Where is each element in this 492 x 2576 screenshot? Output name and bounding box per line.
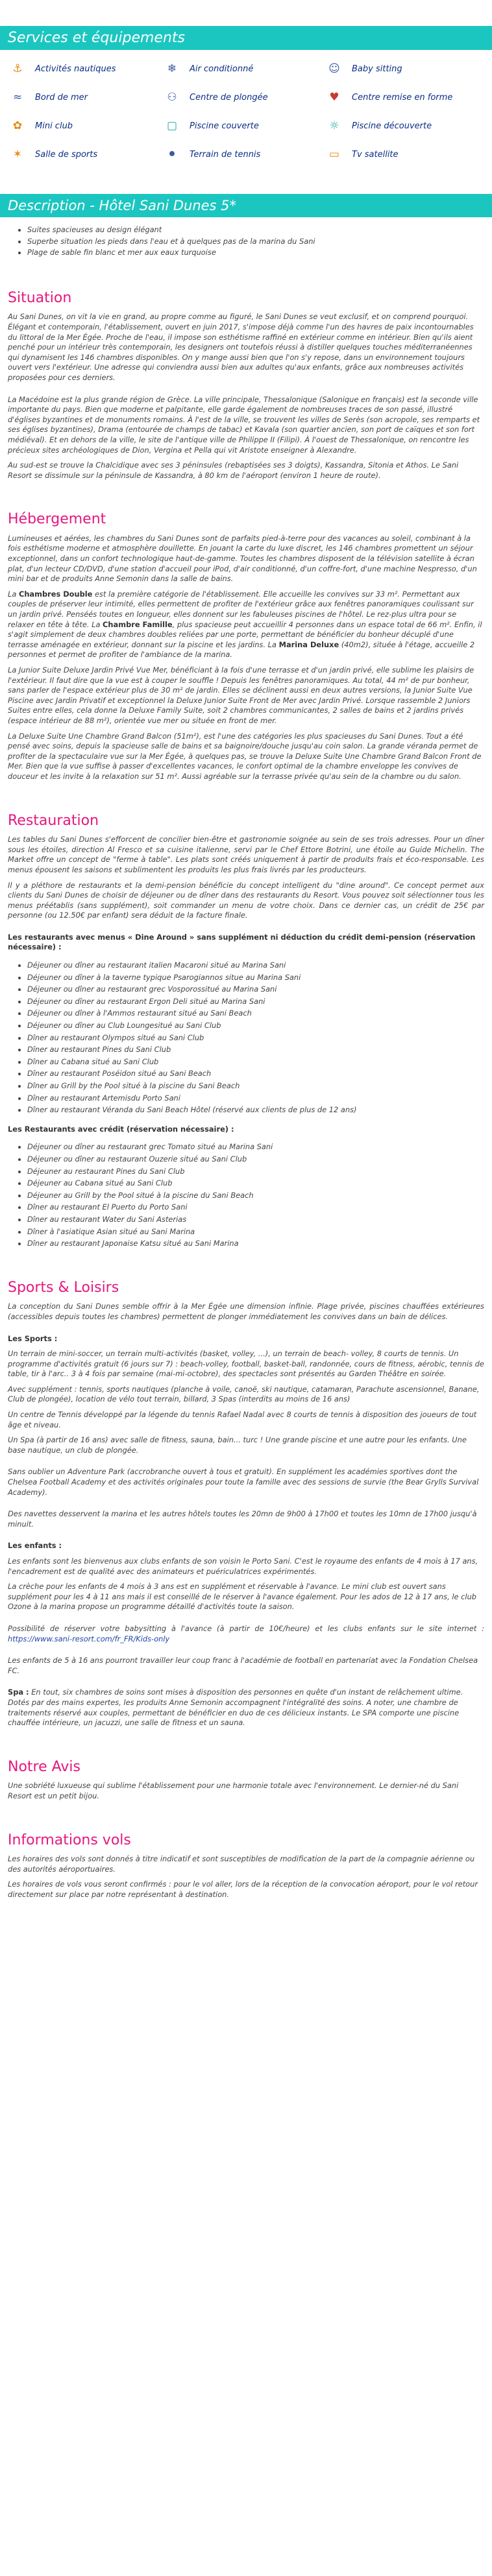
sports-p7: Des navettes desservent la marina et les autres hôtels toutes les 20mn de 9h00 à 17h00 et toutes les 10mn de 17h00 jusqu'à minuit. [8, 1509, 477, 1529]
description-bullets [27, 225, 484, 258]
eq-salle-sports [9, 145, 164, 164]
eq-tennis [164, 145, 326, 164]
hebergement-p4: La Deluxe Suite Une Chambre Grand Balcon (51m²), est l'une des catégories les plus spacieuses du Sani Dunes. Tout a été pensé avec soins, depuis la spacieuse salle de bains et sa baignoire/douche jusqu'au coin salon. La grande véranda permet de profiter de la spectaculaire vue sur la Mer Égée, à quelques pas, se trouve la Deluxe Suite Une Chambre Grand Balcon Front de Mer. Bien que la vue suffise à passer d'excellentes vacances, le confort optimal de la chambre enveloppe les convives de douceur et les invite à la relaxation sur 51 m². Aussi agréable sur la terrasse privée qu'au sein de la chambre ou du salon. [8, 731, 482, 781]
list-item: • Déjeuner ou dîner à la taverne typique Psarogiannos situe au Marina Sani [27, 973, 484, 983]
kids-only-link[interactable]: https://www.sani-resort.com/fr_FR/Kids-only [8, 1634, 170, 1643]
infos-p1: Les horaires des vols sont donnés à titre indicatif et sont susceptibles de modification de la part de la compagnie aérienne ou des autorités aéroportuaires. [8, 1854, 475, 1874]
list-item: • Déjeuner ou dîner au restaurant Ergon Deli situé au Marina Sani [27, 997, 484, 1007]
list-item: • Dîner au restaurant Poséidon situé au Sani Beach [27, 1069, 484, 1079]
equipement-label: Terrain de tennis [190, 149, 261, 160]
list-item: • Dîner au restaurant Pines du Sani Club [27, 1045, 484, 1055]
list-item: • Déjeuner ou dîner au Club Loungesitué au Sani Club [27, 1021, 484, 1031]
equipement-label: Piscine découverte [352, 121, 432, 131]
list-item: • Suites spacieuses au design élégant [27, 225, 484, 235]
restauration-p2: Il y a pléthore de restaurants et la demi-pension bénéficie du concept intelligent du "dine around". Ce concept permet aux clients du Sani Dunes de choisir de déjeuner ou de dîner dans des restaurants du Resort. Vous pouvez soit sélectionner tous les menus préétablis (sans supplément), soit commander un menu de votre choix. Dans ce dernier cas, un crédit de 25€ par personne (ou 12.50€ par enfant) sera déduit de la facture finale. [8, 880, 484, 920]
dine-around-list [27, 960, 484, 1115]
sports-p8: Les enfants sont les bienvenus aux clubs enfants de son voisin le Porto Sani. C'est le royaume des enfants de 4 mois à 17 ans, l'encadrement est de qualité avec des animateurs et puériculatrices expérimentés. [8, 1556, 478, 1576]
list-item: • Déjeuner ou dîner au restaurant grec Tomato situé au Marina Sani [27, 1142, 484, 1152]
list-item: • Dîner au restaurant Artemisdu Porto Sani [27, 1093, 484, 1104]
description-title: Description - Hôtel Sani Dunes 5* [0, 194, 492, 217]
sports-p6: Sans oublier un Adventure Park (accrobranche ouvert à tous et gratuit). En supplément les académies sportives dont the Chelsea Football Academy et des activités originales pour toute la famille avec des sessions de survie (the Bear Grylls Survival Academy). [8, 1467, 479, 1497]
equipements-title: Services et équipements [0, 26, 492, 50]
eq-piscine-couverte [164, 116, 326, 136]
equipement-label: Air conditionné [190, 64, 254, 74]
list-item: • Dîner au restaurant Olympos situé au Sani Club [27, 1033, 484, 1044]
sports-p2: Un terrain de mini-soccer, un terrain multi-activités (basket, volley, ...), un terrain de beach- volley, 8 courts de tennis. Un programme d'activités gratuit (6 jours sur 7) : beach-volley, football, basket-ball, randonnée, cours de fitness, aérobic, tennis de table, tir à l'arc.. 3 à 4 fois par semaine (mai-mi-octobre), des spectacles sont présentés au Garden Théâtre en soirée. [8, 1349, 484, 1379]
list-item: • Déjeuner au Cabana situé au Sani Club [27, 1178, 484, 1189]
hebergement-p2: La Chambres Double est la première catégorie de l'établissement. Elle accueille les convives sur 33 m². Permettant aux couples de préserver leur intimité, elles permettent de profiter de l'extérieur grâce aux fenêtres panoramiques coulissant sur un jardin privé. Penséés toutes en longueur, elles donnent sur les fabuleuses piscines de l'hôtel. Le rez-plus ultra pour se relaxer en tête à tête. La Chambre Famille, plus spacieuse peut accueillir 4 personnes dans un espace total de 66 m². Enfin, il s'agit simplement de deux chambres doubles reliées par une porte, permettant de bénéficier du bonheur décuplé d'une terrasse aménagée en extérieur, donnant sur la piscine et les jardins. La Marina Deluxe (40m2), située à l'étage, accueille 2 personnes et permet de profiter de l'ambiance de la marina. [8, 589, 482, 660]
sports-title: Sports & Loisirs [8, 1279, 119, 1296]
list-item: • Superbe situation les pieds dans l'eau et à quelques pas de la marina du Sani [27, 237, 484, 247]
list-item: • Plage de sable fin blanc et mer aux eaux turquoise [27, 248, 484, 258]
credit-heading: Les Restaurants avec crédit (réservation nécessaire) : [8, 1124, 234, 1134]
eq-tennis-icon: ⚫ [167, 148, 177, 161]
situation-p2: La Macédoine est la plus grande région de Grèce. La ville principale, Thessalonique (Salonique en français) est la seconde ville importante du pays. Bien que moderne et palpitante, elle garde également de nombreuses traces de son passé, illustré d'églises byzantines et de monuments romains. À l'est de la ville, se trouvent les villes de Serès (son acropole, ses remparts et ses églises byzantines), Drama (entourée de champs de tabac) et Kavala (son quartier ancien, son port de caïques et son fort médiéval). Et en dehors de la ville, le site de l'antique ville de Philippe II (Filipi). À l'ouest de Thessalonique, on rencontre les précieux sites archéologiques de Dion, Vergina et Pella qui vit Aristote enseigner à Alexandre. [8, 394, 480, 455]
equipement-label: Salle de sports [35, 149, 98, 160]
enfants-label: Les enfants : [8, 1541, 62, 1551]
eq-piscine-decouverte [326, 116, 482, 136]
eq-miniclub [9, 116, 164, 136]
eq-aircon [164, 59, 326, 78]
list-item: • Dîner au restaurant Véranda du Sani Beach Hôtel (réservé aux clients de plus de 12 ans) [27, 1105, 484, 1115]
eq-tv [326, 145, 482, 164]
eq-bord-mer [9, 88, 164, 107]
sports-p1: La conception du Sani Dunes semble offrir à la Mer Égée une dimension infinie. Plage privée, piscines chauffées extérieures (accessibles depuis toutes les chambres) permettent de plonger immédiatement les convives dans un bain de délices. [8, 1302, 484, 1321]
sports-p11: Les enfants de 5 à 16 ans pourront travailler leur coup franc à l'académie de football en partenariat avec la Fondation Chelsea FC. [8, 1656, 478, 1675]
eq-piscine-decouverte-icon: ☼ [329, 119, 339, 132]
list-item: • Déjeuner ou dîner au restaurant italien Macaroni situé au Marina Sani [27, 960, 484, 971]
equipement-label: Activités nautiques [35, 64, 116, 74]
eq-aircon-icon: ❄ [167, 62, 177, 75]
hebergement-p3: La Junior Suite Deluxe Jardin Privé Vue Mer, bénéficiant à la fois d'une terrasse et d'un jardin privé, elle sublime les plaisirs de l'extérieur. Il faut dire que la vue est à couper le souffle ! Depuis les fenêtres panoramiques. Au total, 44 m² de pur bonheur, sans parler de l'espace extérieur plus de 30 m² de jardin. Elles se déclinent aussi en deux autres versions, la Junior Suite Vue Piscine avec Jardin Privatif et exceptionnel la Deluxe Junior Suite Front de Mer avec Jardin Privé. Lorsque rassemble 2 Juniors Suites entre elles, cela donne la Deluxe Family Suite, soit 2 chambres communicantes, 2 salles de bains et 2 jardins privés (espace intérieur de 88 m²), orientée vue mer ou située en front de mer. [8, 665, 474, 725]
equipement-label: Centre remise en forme [352, 92, 453, 102]
list-item: • Dîner au restaurant Japonaise Katsu situé au Sani Marina [27, 1239, 484, 1249]
equipement-label: Mini club [35, 121, 73, 131]
eq-miniclub-icon: ✿ [12, 119, 23, 132]
infos-p2: Les horaires de vols vous seront confirmés : pour le vol aller, lors de la réception de la convocation aéroport, pour le vol retour directement sur place par notre représentant à destination. [8, 1879, 478, 1899]
eq-babysitting-icon: ☺ [328, 62, 340, 75]
sports-p4: Un centre de Tennis développé par la légende du tennis Rafael Nadal avec 8 courts de tennis à disposition des joueurs de tout âge et niveau. [8, 1410, 477, 1429]
sports-p3: Avec supplément : tennis, sports nautiques (planche à voile, canoë, ski nautique, catamaran, Parachute ascensionnel, Banane, Club de plongée), location de vélo tout terrain, billard, 3 Spas (interdits au moins de 16 ans) [8, 1384, 480, 1404]
restauration-title: Restauration [8, 812, 99, 829]
situation-p1: Au Sani Dunes, on vit la vie en grand, au propre comme au figuré, le Sani Dunes se veut exclusif, et on comprend pourquoi. Élégant et contemporain, l'établissement, ouvert en juin 2017, s'impose déjà comme l'un des havres de paix incontournables du littoral de la Mer Égée. Proche de l'eau, il impose son esthétisme raffiné en extérieur comme en intérieur. Bien qu'ils aient penché pour un intérieur très contemporain, les designers ont toutefois réussi à distiller quelques touches méditerranéennes qui dynamisent les 146 chambres disponibles. On y mange aussi bien que l'on s'y repose, dans un environnement toujours ouvert vers l'extérieur. Une adresse qui conviendra aussi bien aux adultes qu'aux enfants, grâce aux nombreuses activités proposées pour ces derniers. [8, 312, 474, 382]
eq-salle-sports-icon: ✶ [12, 148, 23, 161]
sports-p12: Spa : En tout, six chambres de soins sont mises à disposition des personnes en quête d'un instant de relâchement ultime. Dotés par des mains expertes, les produits Anne Semonin accompagnent l'intégralité des soins. A noter, une chambre de traitements réservé aux couples, permettant de bénéficier en duo de ces délicieux instants. Le SPA comporte une piscine chauffée intérieure, un jacuzzi, une salle de fitness et un sauna. [8, 1688, 463, 1728]
list-item: • Déjeuner au restaurant Pines du Sani Club [27, 1167, 484, 1177]
list-item: • Dîner au Cabana situé au Sani Club [27, 1057, 484, 1067]
sports-p9: La crèche pour les enfants de 4 mois à 3 ans est en supplément et réservable à l'avance. Le mini club est ouvert sans supplément pour les 4 à 11 ans mais il est conseillé de le réserver à l'avance également. Pour les ados de 12 à 17 ans, le club Ozone à la marina propose un programme détaillé d'activités toute la saison. [8, 1582, 476, 1612]
eq-activites-icon: ⚓ [12, 62, 23, 75]
list-item: • Dîner au restaurant El Puerto du Porto Sani [27, 1202, 484, 1213]
list-item: • Déjeuner au Grill by the Pool situé à la piscine du Sani Beach [27, 1191, 484, 1201]
eq-plongee-icon: ⚇ [167, 91, 177, 104]
main-content [0, 225, 492, 1900]
equipement-label: Piscine couverte [190, 121, 259, 131]
list-item: • Dîner au restaurant Water du Sani Asterias [27, 1215, 484, 1225]
restauration-p1: Les tables du Sani Dunes s'efforcent de concilier bien-être et gastronomie soignée au sein de ses trois adresses. Pour un dîner sous les étoiles, direction Al Fresco et sa cuisine italienne, servi par le Chef Ettore Botrini, une étoile au Guide Michelin. The Market offre un concept de "ferme à table". Les plats sont créés uniquement à partir de produits frais et éco-responsable. Les menus épousent les saisons et sublimentent les produits les plus frais livrés par les producteurs. [8, 835, 484, 874]
avis-title: Notre Avis [8, 1758, 80, 1775]
situation-p3: Au sud-est se trouve la Chalcidique avec ses 3 péninsules (rebaptisées ses 3 doigts), Kassandra, Sitonia et Athos. Le Sani Resort se dissimule sur la péninsule de Kassandra, à 80 km de l'aéroport (environ 1 heure de route). [8, 460, 459, 480]
hebergement-title: Hébergement [8, 511, 106, 528]
eq-bord-mer-icon: ≈ [12, 91, 23, 104]
equipement-label: Tv satellite [352, 149, 399, 160]
list-item: • Déjeuner ou dîner au restaurant grec Vosporossitué au Marina Sani [27, 984, 484, 995]
situation-title: Situation [8, 289, 72, 306]
hebergement-p1: Lumineuses et aérées, les chambres du Sani Dunes sont de parfaits pied-à-terre pour des vacances au soleil, combinant à la fois esthétisme moderne et atmosphère douillette. En jouant la carte du luxe discret, les 146 chambres promettent un séjour exceptionnel, dans un confort technologique haut-de-gamme. Toutes les chambres disposent de la télévision satellite à écran plat, d'un lecteur CD/DVD, d'une station d'accueil pour iPod, d'air conditionné, d'un coffre-fort, d'une machine Nespresso, d'un mini bar et de produits Anne Semonin dans la salle de bains. [8, 533, 477, 584]
eq-plongee [164, 88, 326, 107]
list-item: • Dîner à l'asiatique Asian situé au Sani Marina [27, 1227, 484, 1237]
equipement-label: Bord de mer [35, 92, 88, 102]
list-item: • Dîner au Grill by the Pool situé à la piscine du Sani Beach [27, 1081, 484, 1091]
infos-title: Informations vols [8, 1831, 131, 1848]
eq-forme-icon: ♥ [329, 91, 339, 104]
sports-p10: Possibilité de réserver votre babysitting à l'avance (à partir de 10€/heure) et les clubs enfants sur le site internet : https://www.sani-resort.com/fr_FR/Kids-only [8, 1623, 484, 1643]
eq-forme [326, 88, 482, 107]
eq-babysitting [326, 59, 482, 78]
avis-p1: Une sobriété luxueuse qui sublime l'établissement pour une harmonie totale avec l'environnement. Le dernier-né du Sani Resort est un petit bijou. [8, 1781, 459, 1800]
sports-p5: Un Spa (à partir de 16 ans) avec salle de fitness, sauna, bain... turc ! Une grande piscine et une autre pour les enfants. Une base nautique, un club de plongée. [8, 1435, 467, 1455]
equipement-label: Baby sitting [352, 64, 402, 74]
equipement-label: Centre de plongée [190, 92, 268, 102]
eq-activites [9, 59, 164, 78]
credit-list [27, 1142, 484, 1248]
eq-piscine-couverte-icon: ▢ [166, 119, 178, 132]
list-item: • Déjeuner ou dîner au restaurant Ouzerie situé au Sani Club [27, 1154, 484, 1165]
equipements-grid [0, 56, 492, 164]
eq-tv-icon: ▭ [328, 148, 340, 161]
sports-label: Les Sports : [8, 1333, 58, 1343]
list-item: • Déjeuner ou dîner à l'Ammos restaurant situé au Sani Beach [27, 1008, 484, 1019]
dine-around-heading: Les restaurants avec menus « Dine Around » sans supplément ni déduction du crédit demi-pension (réservation nécessaire) : [8, 932, 476, 952]
